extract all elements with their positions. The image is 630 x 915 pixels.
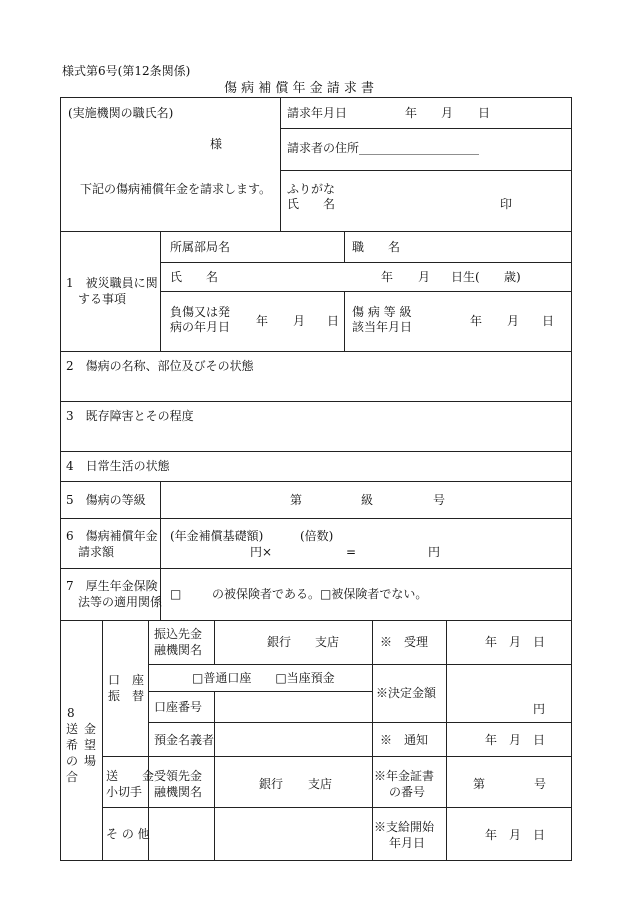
section8-number: 8 — [67, 706, 75, 720]
seal-mark: 印 — [500, 197, 513, 211]
grade-month[interactable]: 月 — [507, 314, 520, 328]
injury-date-label-1: 負傷又は発 — [170, 305, 231, 319]
recv-bank-label-1: 受領先金 — [154, 769, 203, 783]
request-year[interactable]: 年 — [405, 106, 418, 120]
section8-char-7: 合 — [66, 770, 79, 784]
decision-yen: 円 — [533, 702, 546, 716]
total-yen: 円 — [428, 545, 441, 559]
remit-label-2: 小切手 — [106, 785, 143, 799]
start-date-label-1: ※支給開始 — [374, 820, 435, 834]
certificate-label-2: の番号 — [389, 785, 426, 799]
equals-sign: = — [346, 545, 357, 559]
sama-text: 様 — [210, 137, 223, 151]
notice-label: ※ 通知 — [380, 733, 429, 747]
transfer-label-2: 振 替 — [108, 689, 145, 703]
notice-year: 年 — [485, 733, 498, 747]
branch-text: 支店 — [315, 635, 340, 649]
injury-month[interactable]: 月 — [293, 314, 306, 328]
section5-label: 5 傷病の等級 — [66, 493, 146, 507]
remit-label-1: 送 金 — [106, 769, 155, 783]
bank-label-1: 振込先金 — [154, 627, 203, 641]
section8-char-2: 希 — [66, 738, 79, 752]
receipt-label: ※ 受理 — [380, 635, 429, 649]
request-month[interactable]: 月 — [441, 106, 454, 120]
victim-name-label: 氏 名 — [170, 270, 219, 284]
account-holder-label: 預金名義者 — [154, 733, 215, 747]
injury-day[interactable]: 日 — [327, 314, 340, 328]
yen-times: 円× — [250, 545, 273, 559]
start-day: 日 — [533, 828, 546, 842]
form-number: 様式第6号(第12条関係) — [62, 64, 191, 78]
bank-text: 銀行 — [267, 635, 292, 649]
certificate-label-1: ※年金証書 — [374, 769, 435, 783]
grade-date-label-2: 該当年月日 — [352, 320, 413, 334]
account-number-label: 口座番号 — [154, 700, 203, 714]
section1-label-2: する事項 — [66, 292, 127, 306]
bank-label-2: 融機関名 — [154, 643, 203, 657]
section8-char-1: 送 — [66, 722, 79, 736]
request-text: 下記の傷病補償年金を請求します。 — [80, 182, 272, 196]
section1-label-1: 1 被災職員に関 — [66, 276, 158, 290]
grade-dai: 第 — [290, 493, 303, 507]
section8-char-5: 望 — [84, 738, 97, 752]
start-month: 月 — [509, 828, 522, 842]
grade-year[interactable]: 年 — [470, 314, 483, 328]
certificate-go: 号 — [534, 777, 547, 791]
receipt-month: 月 — [509, 635, 522, 649]
insured-checkbox[interactable]: □ — [170, 587, 182, 601]
certificate-dai: 第 — [473, 777, 486, 791]
form-title: 傷 病 補 償 年 金 請 求 書 — [224, 81, 375, 96]
decision-amount-label: ※決定金額 — [376, 686, 437, 700]
section6-label-2: 請求額 — [66, 545, 115, 559]
section4-label: 4 日常生活の状態 — [66, 459, 170, 473]
agency-label: (実施機関の職氏名) — [68, 106, 174, 120]
furigana-label: ふりがな — [287, 182, 336, 196]
injury-date-label-2: 病の年月日 — [170, 320, 231, 334]
section3-label: 3 既存障害とその程度 — [66, 409, 194, 423]
recv-branch-text: 支店 — [308, 777, 333, 791]
grade-date-label-1: 傷 病 等 級 — [352, 305, 412, 319]
section2-label: 2 傷病の名称、部位及びその状態 — [66, 359, 254, 373]
injury-year[interactable]: 年 — [256, 314, 269, 328]
section7-label-1: 7 厚生年金保険 — [66, 579, 158, 593]
receipt-year: 年 — [485, 635, 498, 649]
section8-char-3: の — [66, 754, 79, 768]
receipt-day: 日 — [533, 635, 546, 649]
birth-day[interactable]: 日生( — [451, 270, 480, 284]
grade-kyu: 級 — [361, 493, 374, 507]
request-day[interactable]: 日 — [478, 106, 491, 120]
grade-go: 号 — [433, 493, 446, 507]
multiplier-label: (倍数) — [300, 529, 334, 543]
insured-text: の被保険者である。□被保険者でない。 — [212, 587, 428, 601]
section6-label-1: 6 傷病補償年金 — [66, 529, 158, 543]
start-date-label-2: 年月日 — [389, 836, 426, 850]
other-label: そ の 他 — [106, 827, 150, 841]
address-field[interactable]: 請求者の住所____________________ — [287, 141, 480, 155]
claimant-name-label: 氏 名 — [287, 197, 336, 211]
recv-bank-label-2: 融機関名 — [154, 785, 203, 799]
birth-year[interactable]: 年 — [381, 270, 394, 284]
base-amount-label: (年金補償基礎額) — [170, 529, 264, 543]
section7-label-2: 法等の適用関係 — [66, 595, 163, 609]
start-year: 年 — [485, 828, 498, 842]
notice-day: 日 — [533, 733, 546, 747]
account-type-checkboxes[interactable]: □普通口座 □当座預金 — [192, 671, 335, 685]
section8-char-4: 金 — [84, 722, 97, 736]
request-date-label: 請求年月日 — [287, 106, 348, 120]
grade-day[interactable]: 日 — [542, 314, 555, 328]
section8-char-6: 場 — [84, 754, 97, 768]
age[interactable]: 歳) — [504, 270, 521, 284]
dept-label: 所属部局名 — [170, 240, 231, 254]
notice-month: 月 — [509, 733, 522, 747]
transfer-label-1: 口 座 — [108, 673, 145, 687]
recv-bank-text: 銀行 — [259, 777, 284, 791]
birth-month[interactable]: 月 — [418, 270, 431, 284]
position-label: 職 名 — [352, 240, 401, 254]
